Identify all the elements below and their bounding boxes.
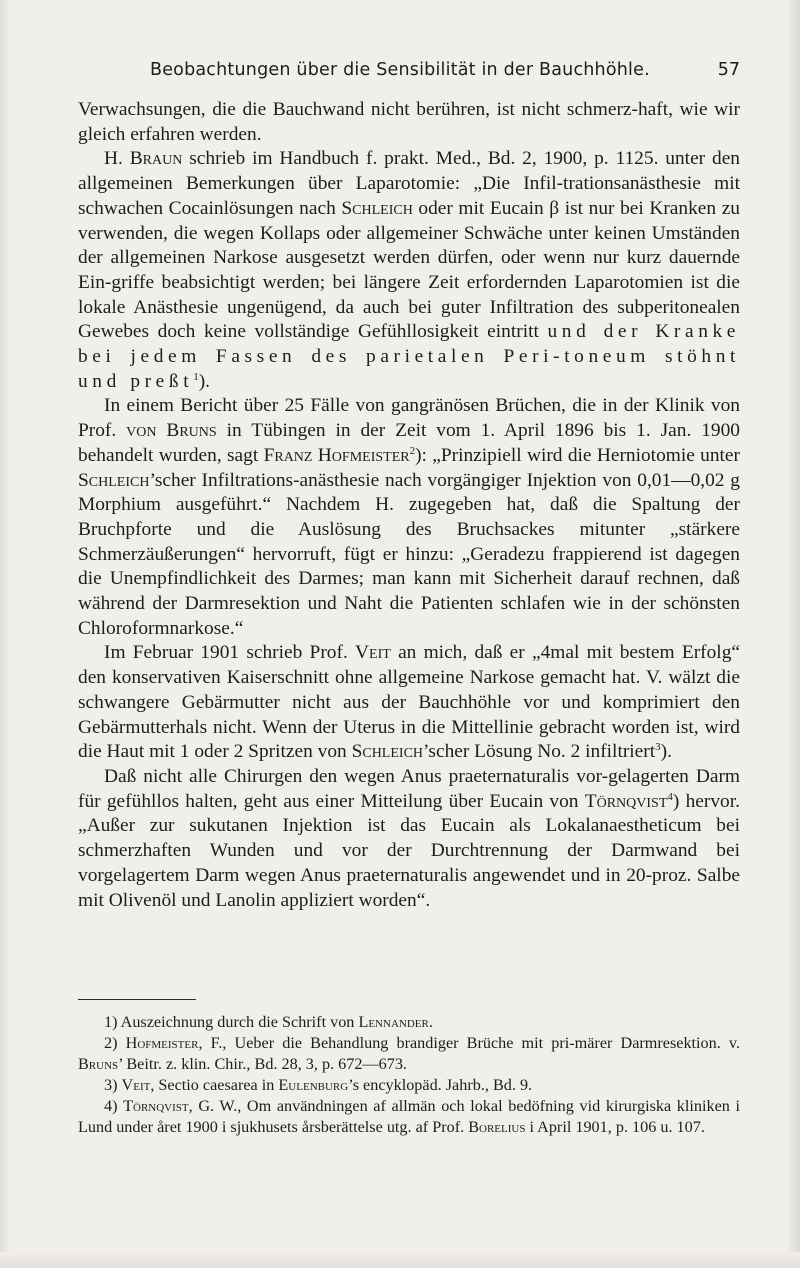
footnote-3: 3) Veit, Sectio caesarea in Eulenburg’s encyklopäd. Jahrb., Bd. 9.: [104, 1076, 533, 1094]
author-name: Franz Hofmeister: [263, 444, 410, 466]
footnote-2: 2) Hofmeister, F., Ueber die Behandlung brandiger Brüche mit pri-märer Darmresektion. v. Bruns’ Beitr. z. klin. Chir., Bd. 28, 3, p. 672—673.: [78, 1034, 740, 1073]
author-name: Hofmeister: [125, 1034, 199, 1052]
author-name: von Bruns: [126, 420, 217, 442]
footnote-ref-4: 4: [667, 790, 673, 803]
footnote-ref-1: 1: [193, 370, 199, 383]
paragraph-5: Daß nicht alle Chirurgen den wegen Anus praeternaturalis vor-gelagerten Darm für gefühllos halten, geht aus einer Mitteilung über Eucain von Törnqvist$^4$) hervor. „Außer zur sukutanen Injektion ist das Eucain als Lokalanaestheticum bei schmerzhaften Wunden und vor der Durchtrennung der Darmwand bei vorgelagertem Darm wegen Anus praeternaturalis angewendet und in 20-proz. Salbe mit Olivenöl und Lanolin appliziert worden“.: [78, 765, 740, 911]
paragraph-1: Verwachsungen, die die Bauchwand nicht berühren, ist nicht schmerz-haft, wie wir gleich erfahren werden.: [78, 99, 740, 145]
author-name: Veit: [121, 1076, 151, 1094]
page-bottom-shadow: [0, 1252, 800, 1268]
footnote-1: 1) Auszeichnung durch die Schrift von Lennander.: [104, 1013, 433, 1031]
author-name: Schleich: [341, 197, 413, 219]
page-number: 57: [717, 60, 740, 80]
footnote-4: 4) Törnqvist, G. W., Om användningen af allmän och lokal bedöfning vid kirurgiska kliniken i Lund under året 1900 i sjukhusets årsberättelse utg. af Prof. Borelius i April 1901, p. 106 u. 107.: [78, 1097, 740, 1136]
author-name: Eulenburg: [278, 1076, 349, 1094]
paragraph-3: In einem Bericht über 25 Fälle von gangränösen Brüchen, die in der Klinik von Prof. von Bruns in Tübingen in der Zeit vom 1. April 1896 bis 1. Jan. 1900 behandelt wurden, sagt Franz Hofmeister$^2$): „Prinzipiell wird die Herniotomie unter Schleich’scher Infiltrations-anästhesie nach vorgängiger Injektion von 0,01—0,02 g Morphium ausgeführt.“ Nachdem H. zugegeben hat, daß die Spaltung der Bruchpforte und die Auslösung des Bruchsackes mitunter „stärkere Schmerzäußerungen“ hervorruft, fügt er hinzu: „Geradezu frappierend ist dagegen die Unempfindlichkeit des Darmes; man kann mit Sicherheit darauf rechnen, daß während der Darmresektion und Naht die Patienten schlafen wie in der schönsten Chloroformnarkose.“: [78, 395, 740, 639]
paragraph-4: Im Februar 1901 schrieb Prof. Veit an mich, daß er „4mal mit bestem Erfolg“ den konservativen Kaiserschnitt ohne allgemeine Narkose gemacht hat. V. wälzt die schwangere Gebärmutter nicht aus der Bauchhöhle vor und komprimiert den Gebärmutterhals nicht. Wenn der Uterus in die Mittellinie gebracht worden ist, wird die Haut mit 1 oder 2 Spritzen von Schleich’scher Lösung No. 2 infiltriert$^3$).: [78, 642, 740, 763]
page-header: [78, 60, 740, 86]
author-name: Törnqvist: [123, 1097, 189, 1115]
author-name: Lennander: [358, 1013, 429, 1031]
page-edge-shadow: [788, 0, 800, 1268]
author-name: Schleich: [351, 741, 424, 763]
author-name: Borelius: [468, 1118, 526, 1136]
author-name: Braun: [129, 148, 183, 170]
footnote-divider: [78, 999, 196, 1000]
body-text: [78, 98, 740, 913]
author-name: Veit: [355, 642, 391, 664]
running-head: Beobachtungen über die Sensibilität in der Bauchhöhle.: [150, 60, 650, 80]
paragraph-2: H. Braun schrieb im Handbuch f. prakt. Med., Bd. 2, 1900, p. 1125. unter den allgemeinen Bemerkungen über Laparotomie: „Die Infil-trationsanästhesie mit schwachen Cocainlösungen nach Schleich oder mit Eucain β ist nur bei Kranken zu verwenden, die wegen Kollaps oder allgemeiner Schwäche unter keinen Umständen der allgemeinen Narkose ausgesetzt werden dürfen, oder wenn nur kurz dauernde Ein-griffe beabsichtigt werden; bei längere Zeit erfordernden Laparotomien ist die lokale Anästhesie ungenügend, da auch bei guter Infiltration des subperitonealen Gewebes doch keine vollständige Gefühllosigkeit eintritt und der Kranke bei jedem Fassen des parietalen Peri-toneum stöhnt und preßt$^1$).: [78, 148, 740, 392]
page-gutter-shadow: [0, 0, 10, 1268]
author-name: Törnqvist: [584, 790, 668, 812]
footnote-ref-3: 3: [655, 741, 661, 754]
author-name: Bruns: [78, 1055, 119, 1073]
footnotes: [78, 1012, 740, 1138]
footnote-ref-2: 2: [409, 444, 416, 457]
emphasized-quote: und der Kranke bei jedem Fassen des parietalen Peri-toneum stöhnt und preßt: [78, 321, 740, 392]
author-name: Schleich: [78, 469, 150, 491]
